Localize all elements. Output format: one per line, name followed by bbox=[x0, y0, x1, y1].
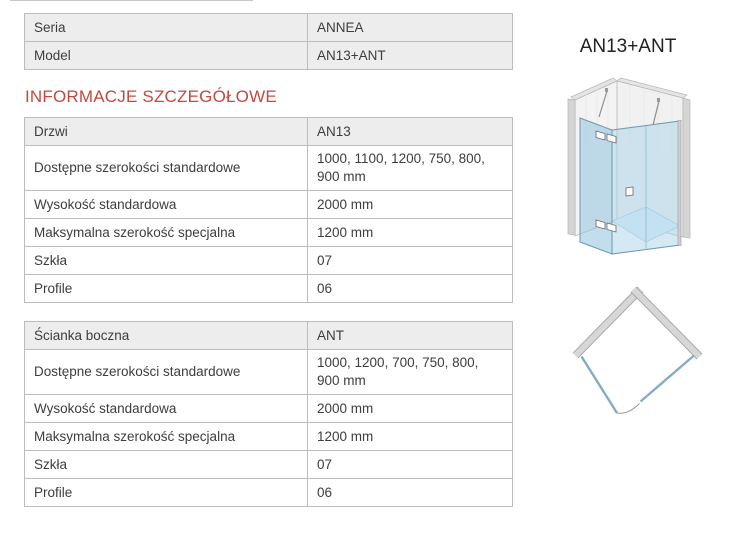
model-title: AN13+ANT bbox=[579, 36, 677, 57]
series-model-table bbox=[24, 13, 513, 70]
row-label: Maksymalna szerokość specjalna bbox=[25, 423, 308, 451]
row-value: 07 bbox=[308, 451, 513, 479]
table-row bbox=[25, 191, 513, 219]
table-row bbox=[25, 350, 513, 395]
table-row bbox=[25, 219, 513, 247]
row-value: 1200 mm bbox=[308, 423, 513, 451]
row-value: 1000, 1100, 1200, 750, 800, 900 mm bbox=[308, 146, 513, 191]
row-value: ANNEA bbox=[308, 14, 513, 42]
row-label: Profile bbox=[25, 479, 308, 507]
row-label: Szkła bbox=[25, 451, 308, 479]
row-label: Dostępne szerokości standardowe bbox=[25, 350, 308, 395]
table-row bbox=[25, 247, 513, 275]
side-wall-spec-table bbox=[24, 321, 513, 507]
row-label: Wysokość standardowa bbox=[25, 395, 308, 423]
row-value: 07 bbox=[308, 247, 513, 275]
table-row bbox=[25, 42, 513, 70]
row-label: Seria bbox=[25, 14, 308, 42]
row-value: 06 bbox=[308, 479, 513, 507]
table-header-row bbox=[25, 118, 513, 146]
table-row bbox=[25, 479, 513, 507]
door-spec-table bbox=[24, 117, 513, 303]
row-label: Szkła bbox=[25, 247, 308, 275]
row-label: Wysokość standardowa bbox=[25, 191, 308, 219]
row-label: Profile bbox=[25, 275, 308, 303]
header-label: Ścianka boczna bbox=[25, 322, 308, 350]
table-header-row bbox=[25, 322, 513, 350]
table-row bbox=[25, 451, 513, 479]
row-value: AN13+ANT bbox=[308, 42, 513, 70]
shower-enclosure-3d-diagram bbox=[558, 74, 698, 259]
table-row bbox=[25, 146, 513, 191]
section-title: INFORMACJE SZCZEGÓŁOWE bbox=[25, 87, 277, 106]
row-label: Dostępne szerokości standardowe bbox=[25, 146, 308, 191]
row-value: 1000, 1200, 700, 750, 800, 900 mm bbox=[308, 350, 513, 395]
row-value: 06 bbox=[308, 275, 513, 303]
table-row bbox=[25, 395, 513, 423]
row-value: 2000 mm bbox=[308, 395, 513, 423]
table-row bbox=[25, 275, 513, 303]
row-label: Maksymalna szerokość specjalna bbox=[25, 219, 308, 247]
row-value: 2000 mm bbox=[308, 191, 513, 219]
shower-enclosure-top-view-diagram bbox=[566, 282, 706, 422]
header-label: Drzwi bbox=[25, 118, 308, 146]
cropped-element-edge bbox=[10, 0, 253, 1]
table-row bbox=[25, 14, 513, 42]
header-value: AN13 bbox=[308, 118, 513, 146]
row-label: Model bbox=[25, 42, 308, 70]
table-row bbox=[25, 423, 513, 451]
row-value: 1200 mm bbox=[308, 219, 513, 247]
header-value: ANT bbox=[308, 322, 513, 350]
